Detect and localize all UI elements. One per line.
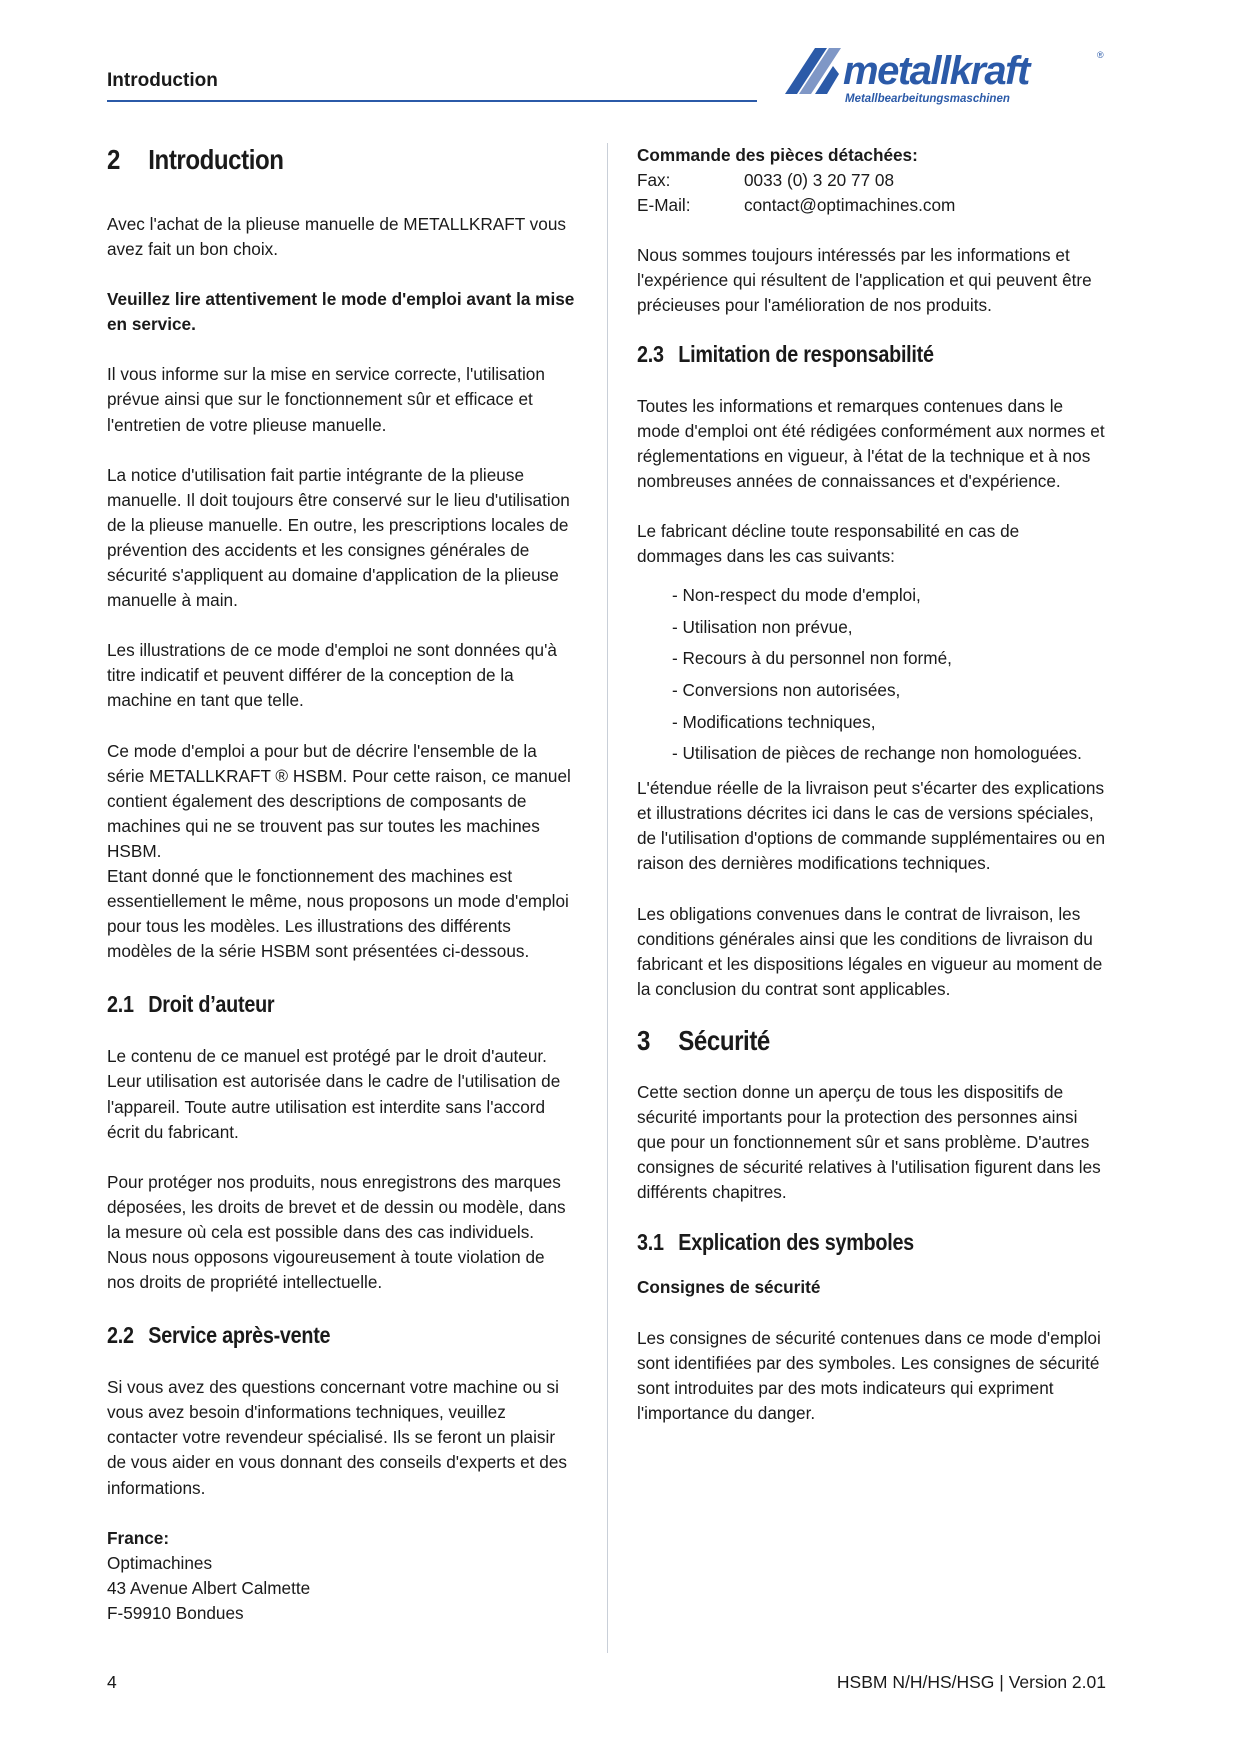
section-heading-2-3 <box>637 339 1041 369</box>
paragraph: Etant donné que le fonctionnement des machines est essentiellement le même, nous proposons un mode d'emploi pour tous les modèles. Les illustrations des différents modèles de la série HSBM sont présentées ci-dessous. <box>107 865 569 962</box>
fax-value: 0033 (0) 3 20 77 08 <box>744 170 895 191</box>
list-item: - Modifications techniques, <box>672 711 876 732</box>
paragraph: Si vous avez des questions concernant votre machine ou si vous avez besoin d'informations techniques, veuillez contacter votre revendeur spécialisé. Ils se feront un plaisir de vous aider en vous donnant des conseils d'experts et des informations. <box>107 1377 568 1498</box>
address-company: Optimachines <box>107 1552 213 1573</box>
liability-exclusions-list <box>637 583 1107 766</box>
section-heading-2-2 <box>107 1320 511 1350</box>
logo-wordmark: metallkraft <box>843 49 1029 93</box>
section-title: Sécurité <box>678 1024 770 1056</box>
paragraph: Cette section donne un aperçu de tous les dispositifs de sécurité importants pour la protection des personnes ainsi que pour un fonctionnement sûr et sans problème. D'autres consignes de sécurité relatives à l'utilisation figurent dans les différents chapitres. <box>637 1081 1101 1203</box>
paragraph: Ce mode d'emploi a pour but de décrire l'ensemble de la série METALLKRAFT ® HSBM. Pour cette raison, ce manuel contient également des descriptions de composants de machines qui ne se trouvent pas sur toutes les machines HSBM. <box>107 740 571 861</box>
paragraph: Les consignes de sécurité contenues dans ce mode d'emploi sont identifiées par des symboles. Les consignes de sécurité sont introduites par des mots indicateurs qui expriment l'importance du danger. <box>637 1327 1101 1423</box>
paragraph: Pour protéger nos produits, nous enregistrons des marques déposées, les droits de brevet et de dessin ou modèle, dans la mesure où cela est possible dans des cas individuels. Nous nous opposons vigoureusement à toute violation de nos droits de propriété intellectuelle. <box>107 1171 566 1293</box>
metallkraft-logo <box>785 46 1105 106</box>
paragraph: Avec l'achat de la plieuse manuelle de METALLKRAFT vous avez fait un bon choix. <box>107 214 566 260</box>
section-number: 2.2 <box>107 1322 134 1349</box>
address-street: 43 Avenue Albert Calmette <box>107 1577 311 1598</box>
paragraph: L'étendue réelle de la livraison peut s'écarter des explications et illustrations décrites ici dans le cas de versions spéciales, de l'utilisation d'options de commande supplémentaires ou en raison des dernières modifications techniques. <box>637 778 1106 874</box>
address-block <box>107 1526 577 1626</box>
paragraph: Il vous informe sur la mise en service correcte, l'utilisation prévue ainsi que sur le fonctionnement sûr et efficace et l'entretien de votre plieuse manuelle. <box>107 364 545 435</box>
section-title: Introduction <box>148 144 284 175</box>
paragraph: Nous sommes toujours intéressés par les informations et l'expérience qui résultent de l'application et qui peuvent être précieuses pour l'amélioration de nos produits. <box>637 245 1092 316</box>
list-item: - Recours à du personnel non formé, <box>672 648 952 669</box>
address-city: F-59910 Bondues <box>107 1602 244 1623</box>
document-reference: HSBM N/H/HS/HSG | Version 2.01 <box>836 1672 1106 1692</box>
address-label: France: <box>107 1527 170 1548</box>
section-number: 3 <box>637 1024 650 1056</box>
section-number: 3.1 <box>637 1229 664 1256</box>
page-number: 4 <box>107 1672 117 1692</box>
paragraph: La notice d'utilisation fait partie intégrante de la plieuse manuelle. Il doit toujours être conservé sur le lieu d'utilisation de la plieuse manuelle. En outre, les prescriptions locales de prévention des accidents et les consignes générales de sécurité s'appliquent au domaine d'application de la plieuse manuelle à main. <box>107 464 570 611</box>
header-rule <box>107 100 757 102</box>
paragraph: Le fabricant décline toute responsabilité en cas de dommages dans les cas suivants: <box>637 520 1020 567</box>
email-label: E-Mail: <box>637 195 691 216</box>
right-column <box>637 143 1107 1426</box>
section-title: Limitation de responsabilité <box>678 340 934 367</box>
email-row <box>637 193 1107 218</box>
subheading-safety: Consignes de sécurité <box>637 1277 821 1298</box>
logo-mark-icon <box>785 48 841 94</box>
section-number: 2.1 <box>107 991 134 1018</box>
list-item: - Utilisation non prévue, <box>672 616 853 637</box>
section-heading-3 <box>637 1024 1041 1058</box>
section-heading-2 <box>107 143 511 177</box>
section-heading-2-1 <box>107 989 511 1019</box>
paragraph: Les obligations convenues dans le contrat de livraison, les conditions générales ainsi que les conditions de livraison du fabricant et les dispositions légales en vigueur au moment de la conclusion du contrat sont applicables. <box>637 903 1103 999</box>
section-number: 2 <box>107 144 120 175</box>
left-column <box>107 143 577 1626</box>
paragraph-emphasis: Veuillez lire attentivement le mode d'emploi avant la mise en service. <box>107 289 575 335</box>
email-value: contact@optimachines.com <box>744 195 956 216</box>
section-title: Droit d’auteur <box>148 991 275 1018</box>
section-heading-3-1 <box>637 1227 1041 1257</box>
page-header-title: Introduction <box>107 70 218 91</box>
paragraph: Les illustrations de ce mode d'emploi ne sont données qu'à titre indicatif et peuvent différer de la conception de la machine en tant que telle. <box>107 640 557 711</box>
paragraph: Toutes les informations et remarques contenues dans le mode d'emploi ont été rédigées conformément aux normes et réglementations en vigueur, à l'état de la technique et à nos nombreuses années de connaissances et d'expérience. <box>637 395 1105 491</box>
section-number: 2.3 <box>637 340 664 367</box>
column-divider <box>607 143 608 1653</box>
list-item: - Non-respect du mode d'emploi, <box>672 585 921 606</box>
list-item: - Utilisation de pièces de rechange non homologuées. <box>672 743 1082 764</box>
logo-registered-mark: ® <box>1097 50 1104 60</box>
section-title: Service après-vente <box>148 1322 331 1349</box>
fax-row <box>637 168 1107 193</box>
fax-label: Fax: <box>637 170 671 191</box>
section-title: Explication des symboles <box>678 1229 914 1256</box>
parts-order-title: Commande des pièces détachées: <box>637 145 918 165</box>
paragraph: Le contenu de ce manuel est protégé par le droit d'auteur. Leur utilisation est autorisée dans le cadre de l'utilisation de l'appareil. Toute autre utilisation est interdite sans l'accord écrit du fabricant. <box>107 1046 561 1142</box>
logo-tagline: Metallbearbeitungsmaschinen <box>845 93 1010 105</box>
list-item: - Conversions non autorisées, <box>672 679 901 700</box>
